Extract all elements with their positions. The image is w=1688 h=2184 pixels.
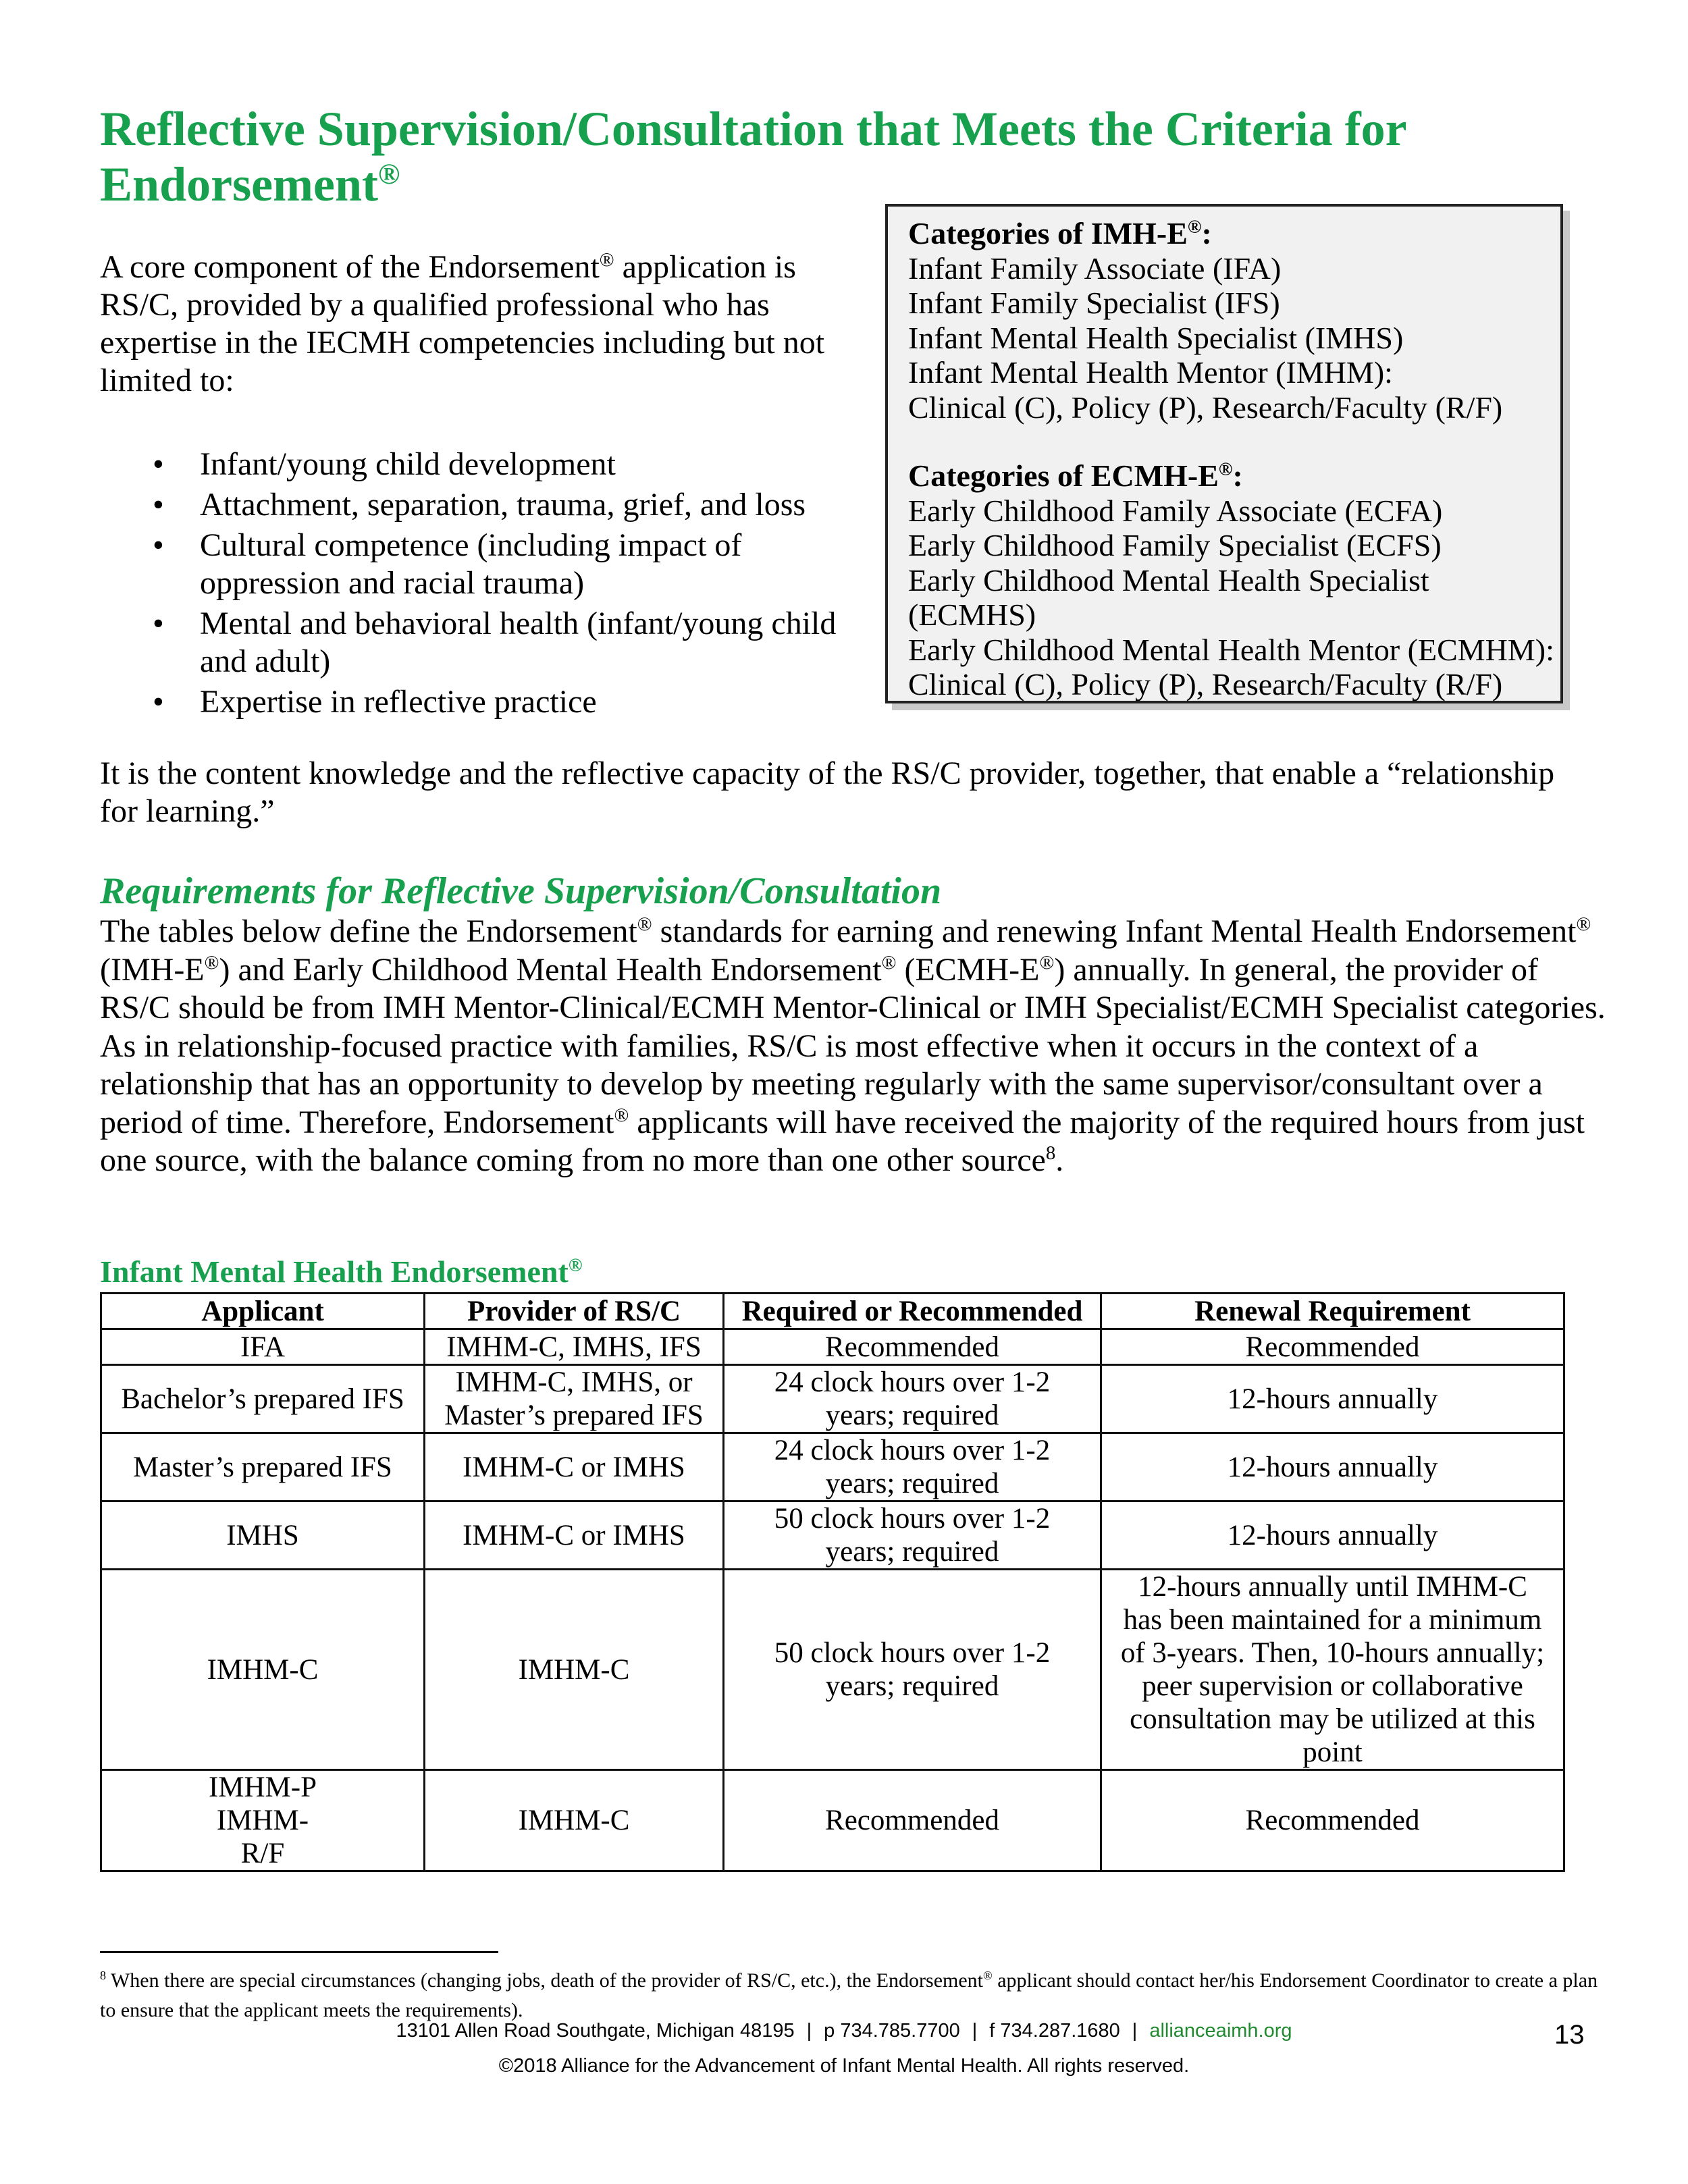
bullet-icon: • [153, 446, 164, 482]
column-header-required: Required or Recommended [724, 1294, 1101, 1329]
bullet-icon: • [153, 487, 164, 523]
list-item: • Expertise in reflective practice [153, 684, 597, 720]
requirements-heading: Requirements for Reflective Supervision/Consultation [100, 870, 942, 912]
cell-renewal: Recommended [1101, 1329, 1564, 1365]
ecmh-category-item: Early Childhood Mental Health Mentor (ECMHM): [908, 632, 1554, 667]
cell-applicant: IMHS [101, 1501, 425, 1570]
cell-provider: IMHM-C [425, 1570, 724, 1770]
cell-renewal: 12-hours annually until IMHM-C has been maintained for a minimum of 3-years. Then, 10-hours annually; peer supervision or collaborative consultation may be utilized at this point [1101, 1570, 1564, 1770]
column-header-provider: Provider of RS/C [425, 1294, 724, 1329]
footer-phone: p 734.785.7700 [824, 2020, 960, 2042]
page-number: 13 [1554, 2020, 1585, 2050]
cell-required: Recommended [724, 1770, 1101, 1871]
cell-provider: IMHM-C or IMHS [425, 1433, 724, 1501]
cell-required: 24 clock hours over 1-2 years; required [724, 1365, 1101, 1433]
imh-category-item: Infant Family Associate (IFA) [908, 250, 1282, 286]
page-title [100, 101, 1552, 212]
registered-mark: ® [599, 249, 614, 271]
footer-fax: f 734.287.1680 [989, 2020, 1120, 2042]
registered-mark: ® [983, 1969, 993, 1982]
cell-provider: IMHM-C, IMHS, or Master’s prepared IFS [425, 1365, 724, 1433]
table-title: Infant Mental Health Endorsement® [100, 1254, 583, 1289]
footer-separator: | [806, 2020, 812, 2042]
cell-provider: IMHM-C or IMHS [425, 1501, 724, 1570]
footer-website-link[interactable]: allianceaimh.org [1149, 2020, 1292, 2042]
cell-required: 24 clock hours over 1-2 years; required [724, 1433, 1101, 1501]
table-row [101, 1570, 1564, 1770]
bullet-icon: • [153, 606, 164, 641]
competency-list [100, 446, 876, 724]
registered-mark: ® [1218, 458, 1233, 479]
cell-required: 50 clock hours over 1-2 years; required [724, 1570, 1101, 1770]
requirements-paragraph: The tables below define the Endorsement® standards for earning and renewing Infant Mental Health Endorsement® (IMH-E®) and Early Childhood Mental Health Endorsement® (ECMH-E®) annually. In general, the provider of RS/C should be from IMH Mentor-Clinical/ECMH Mentor-Clinical or IMH Specialist/ECMH Specialist categories. As in relationship-focused practice with families, RS/C is most effective when it occurs in the context of a relationship that has an opportunity to develop by meeting regularly with the same supervisor/consultant over a period of time. Therefore, Endorsement® applicants will have received the majority of the required hours from just one source, with the balance coming from no more than one other source$^8$. [100, 913, 1606, 1178]
cell-applicant: IFA [101, 1329, 425, 1365]
list-item: • Mental and behavioral health (infant/young child and adult) [153, 606, 837, 679]
cell-applicant: Master’s prepared IFS [101, 1433, 425, 1501]
ecmh-categories-heading: Categories of ECMH-E®: [908, 458, 1243, 493]
imh-category-item: Clinical (C), Policy (P), Research/Faculty (R/F) [908, 390, 1503, 425]
cell-applicant: Bachelor’s prepared IFS [101, 1365, 425, 1433]
footer-separator: | [972, 2020, 978, 2042]
page-title-line1: Reflective Supervision/Consultation that Meets the Criteria for [100, 102, 1407, 156]
imh-requirements-table [100, 1292, 1565, 1872]
cell-renewal: 12-hours annually [1101, 1501, 1564, 1570]
table-row [101, 1365, 1564, 1433]
registered-mark: ® [1187, 215, 1202, 237]
cell-renewal: 12-hours annually [1101, 1433, 1564, 1501]
ecmh-category-item: Early Childhood Family Specialist (ECFS) [908, 528, 1442, 562]
list-item: • Infant/young child development [153, 446, 616, 482]
cell-required: 50 clock hours over 1-2 years; required [724, 1501, 1101, 1570]
relationship-paragraph: It is the content knowledge and the reflective capacity of the RS/C provider, together, that enable a “relationship for learning.” [100, 755, 1555, 829]
table-row [101, 1501, 1564, 1570]
page-title-line2: Endorsement [100, 157, 378, 211]
ecmh-category-item: Clinical (C), Policy (P), Research/Faculty (R/F) [908, 667, 1503, 701]
intro-paragraph: A core component of the Endorsement® application is RS/C, provided by a qualified professional who has expertise in the IECMH competencies including but not limited to: [100, 249, 825, 398]
column-header-applicant: Applicant [101, 1294, 425, 1329]
footnote-number: 8 [100, 1969, 106, 1982]
table-header-row [101, 1294, 1564, 1329]
list-item: • Attachment, separation, trauma, grief, and loss [153, 487, 806, 523]
cell-provider: IMHM-C, IMHS, IFS [425, 1329, 724, 1365]
imh-category-item: Infant Mental Health Specialist (IMHS) [908, 320, 1404, 355]
bullet-icon: • [153, 684, 164, 720]
ecmh-category-item: Early Childhood Family Associate (ECFA) [908, 493, 1443, 528]
registered-mark: ® [378, 159, 400, 190]
imh-category-item: Infant Family Specialist (IFS) [908, 286, 1280, 320]
footnote-divider [100, 1951, 498, 1953]
imh-category-item: Infant Mental Health Mentor (IMHM): [908, 355, 1393, 390]
footer-address: 13101 Allen Road Southgate, Michigan 48195 [396, 2020, 795, 2042]
registered-mark: ® [568, 1254, 583, 1275]
table-row [101, 1770, 1564, 1871]
list-item: • Cultural competence (including impact of oppression and racial trauma) [153, 527, 742, 601]
bullet-icon: • [153, 527, 164, 563]
cell-applicant: IMHM-C [101, 1570, 425, 1770]
footer-copyright: ©2018 Alliance for the Advancement of Infant Mental Health. All rights reserved. [498, 2055, 1190, 2077]
footnote: $^8$ When there are special circumstances (changing jobs, death of the provider of RS/C, etc.), the Endorsement® applicant should contact her/his Endorsement Coordinator to create a plan to ensure that the applicant meets the requirements). [100, 1969, 1598, 2021]
footer-contact [0, 2017, 1688, 2044]
ecmh-category-item: Early Childhood Mental Health Specialist (ECMHS) [908, 562, 1429, 632]
cell-renewal: Recommended [1101, 1770, 1564, 1871]
column-header-renewal: Renewal Requirement [1101, 1294, 1564, 1329]
table-row [101, 1433, 1564, 1501]
footer-separator: | [1132, 2020, 1138, 2042]
footnote-reference[interactable]: 8 [1045, 1142, 1056, 1164]
cell-applicant: IMHM-P IMHM-R/F [101, 1770, 425, 1871]
cell-provider: IMHM-C [425, 1770, 724, 1871]
imh-categories-heading: Categories of IMH-E®: [908, 215, 1212, 250]
table-row [101, 1329, 1564, 1365]
cell-required: Recommended [724, 1329, 1101, 1365]
categories-box [885, 204, 1563, 703]
cell-renewal: 12-hours annually [1101, 1365, 1564, 1433]
